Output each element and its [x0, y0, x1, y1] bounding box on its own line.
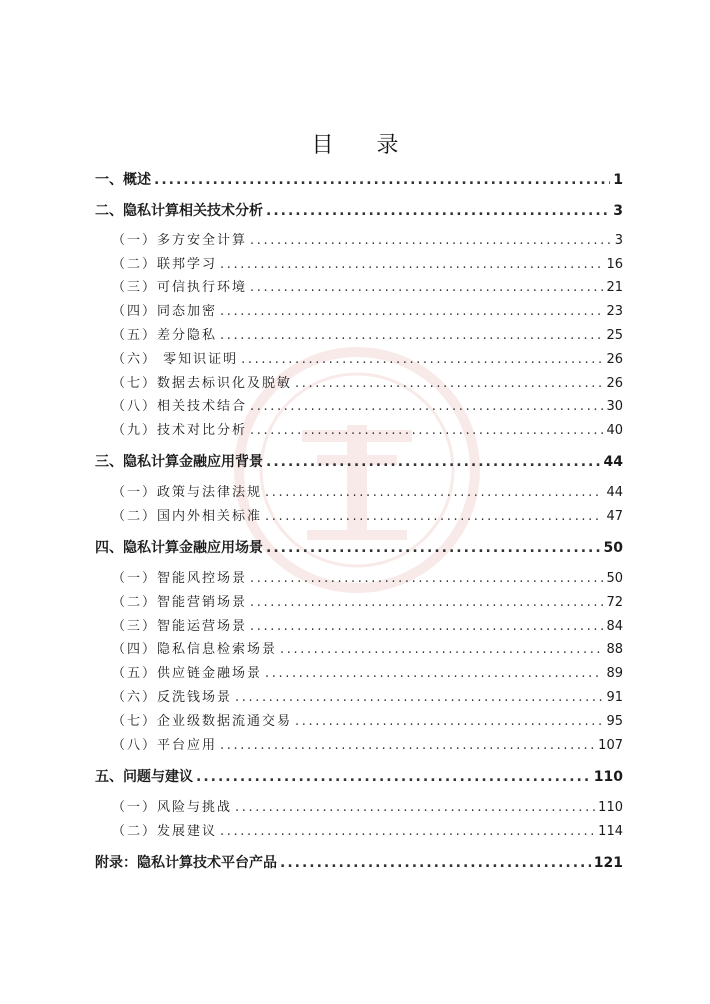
toc-entry-label: 四、隐私计算金融应用场景	[95, 540, 263, 556]
dot-leader	[220, 822, 595, 842]
dot-leader	[220, 326, 603, 346]
toc-entry-label: （三）可信执行环境	[112, 280, 248, 295]
toc-entry-label: （一）多方安全计算	[112, 233, 248, 248]
toc-entry[interactable]	[112, 569, 623, 589]
page-title: 目 录	[311, 133, 417, 158]
toc-entry-label: 一、概述	[95, 172, 151, 188]
toc-entry-label: （二）联邦学习	[112, 257, 218, 272]
toc-entry-label: 三、隐私计算金融应用背景	[95, 454, 263, 470]
toc-entry[interactable]	[95, 170, 623, 190]
toc-entry[interactable]	[95, 767, 623, 787]
toc-entry-label: （九）技术对比分析	[112, 423, 248, 438]
dot-leader	[235, 688, 603, 708]
toc-entry-page: 50	[606, 571, 623, 586]
toc-entry-label: （七）企业级数据流通交易	[112, 714, 293, 729]
toc-entry[interactable]	[112, 255, 623, 275]
toc-entry-label: （五）差分隐私	[112, 328, 218, 343]
toc-entry-page: 44	[606, 485, 623, 500]
toc-entry-page: 3	[614, 233, 623, 248]
toc-entry-label: （七）数据去标识化及脱敏	[112, 376, 293, 391]
toc-entry[interactable]	[112, 593, 623, 613]
toc-entry-label: （八）相关技术结合	[112, 399, 248, 414]
toc-entry[interactable]	[112, 483, 623, 503]
dot-leader	[220, 302, 603, 322]
dot-leader	[295, 712, 603, 732]
toc-entry[interactable]	[112, 712, 623, 732]
toc-entry-page: 89	[606, 666, 623, 681]
toc-entry[interactable]	[112, 822, 623, 842]
dot-leader	[266, 201, 610, 221]
toc-entry-page: 114	[598, 824, 623, 839]
toc-entry-label: 五、问题与建议	[95, 769, 193, 785]
toc-entry[interactable]	[112, 736, 623, 756]
toc-entry[interactable]	[95, 538, 623, 558]
toc-entry-label: （一）政策与法律法规	[112, 485, 263, 500]
toc-entry-page: 91	[606, 690, 623, 705]
dot-leader	[265, 483, 603, 503]
toc-entry[interactable]	[112, 664, 623, 684]
toc-entry-label: （八）平台应用	[112, 738, 218, 753]
toc-entry-page: 23	[606, 304, 623, 319]
toc-entry-label: （六） 零知识证明	[112, 352, 239, 367]
toc-entry-label: （四）同态加密	[112, 304, 218, 319]
toc-entry-page: 110	[598, 800, 623, 815]
toc-entry-label: （一）风险与挑战	[112, 800, 233, 815]
dot-leader	[280, 853, 591, 873]
dot-leader	[295, 374, 603, 394]
dot-leader	[241, 350, 603, 370]
toc-entry[interactable]	[112, 798, 623, 818]
toc-entry-page: 26	[606, 376, 623, 391]
toc-entry-label: （四）隐私信息检索场景	[112, 642, 278, 657]
toc-entry[interactable]	[112, 640, 623, 660]
dot-leader	[250, 421, 603, 441]
toc-entry-page: 3	[613, 203, 623, 219]
toc-entry-label: （二）国内外相关标准	[112, 509, 263, 524]
toc-entry[interactable]	[112, 397, 623, 417]
toc-entry-page: 121	[593, 855, 623, 871]
toc-entry-page: 44	[603, 454, 623, 470]
dot-leader	[154, 170, 610, 190]
toc-entry-label: 附录：隐私计算技术平台产品	[95, 855, 277, 871]
dot-leader	[250, 397, 603, 417]
toc-entry-page: 16	[606, 257, 623, 272]
toc-entry[interactable]	[112, 507, 623, 527]
dot-leader	[235, 798, 595, 818]
toc-entry-page: 21	[606, 280, 623, 295]
toc-entry[interactable]	[112, 421, 623, 441]
toc-entry[interactable]	[112, 326, 623, 346]
toc-entry[interactable]	[112, 374, 623, 394]
toc-entry-page: 47	[606, 509, 623, 524]
dot-leader	[250, 569, 603, 589]
toc-entry-page: 72	[606, 595, 623, 610]
toc-entry-page: 88	[606, 642, 623, 657]
toc-entry-page: 110	[593, 769, 623, 785]
toc-entry[interactable]	[112, 302, 623, 322]
dot-leader	[220, 736, 595, 756]
toc-entry-page: 30	[606, 399, 623, 414]
dot-leader	[265, 507, 603, 527]
toc-entry-page: 50	[603, 540, 623, 556]
toc-entry[interactable]	[112, 231, 623, 251]
toc-entry-label: （五）供应链金融场景	[112, 666, 263, 681]
toc-entry[interactable]	[95, 452, 623, 472]
toc-entry-label: （一）智能风控场景	[112, 571, 248, 586]
dot-leader	[250, 278, 603, 298]
toc-entry-label: 二、隐私计算相关技术分析	[95, 203, 263, 219]
toc-entry-label: （三）智能运营场景	[112, 619, 248, 634]
dot-leader	[250, 593, 603, 613]
dot-leader	[265, 664, 603, 684]
toc-entry[interactable]	[95, 201, 623, 221]
toc-entry-label: （二）智能营销场景	[112, 595, 248, 610]
toc-entry-label: （六）反洗钱场景	[112, 690, 233, 705]
toc-entry[interactable]	[95, 853, 623, 873]
toc-entry[interactable]	[112, 617, 623, 637]
dot-leader	[196, 767, 591, 787]
toc-entry[interactable]	[112, 350, 623, 370]
toc-entry-label: （二）发展建议	[112, 824, 218, 839]
dot-leader	[266, 538, 601, 558]
dot-leader	[250, 617, 603, 637]
dot-leader	[220, 255, 603, 275]
dot-leader	[280, 640, 603, 660]
toc-entry-page: 84	[606, 619, 623, 634]
toc-entry-page: 26	[606, 352, 623, 367]
toc-entry-page: 95	[606, 714, 623, 729]
toc-entry-page: 25	[606, 328, 623, 343]
toc-entry-page: 1	[613, 172, 623, 188]
toc-entry[interactable]	[112, 688, 623, 708]
toc-entry-page: 40	[606, 423, 623, 438]
dot-leader	[266, 452, 601, 472]
toc-entry-page: 107	[598, 738, 623, 753]
toc-entry[interactable]	[112, 278, 623, 298]
dot-leader	[250, 231, 612, 251]
